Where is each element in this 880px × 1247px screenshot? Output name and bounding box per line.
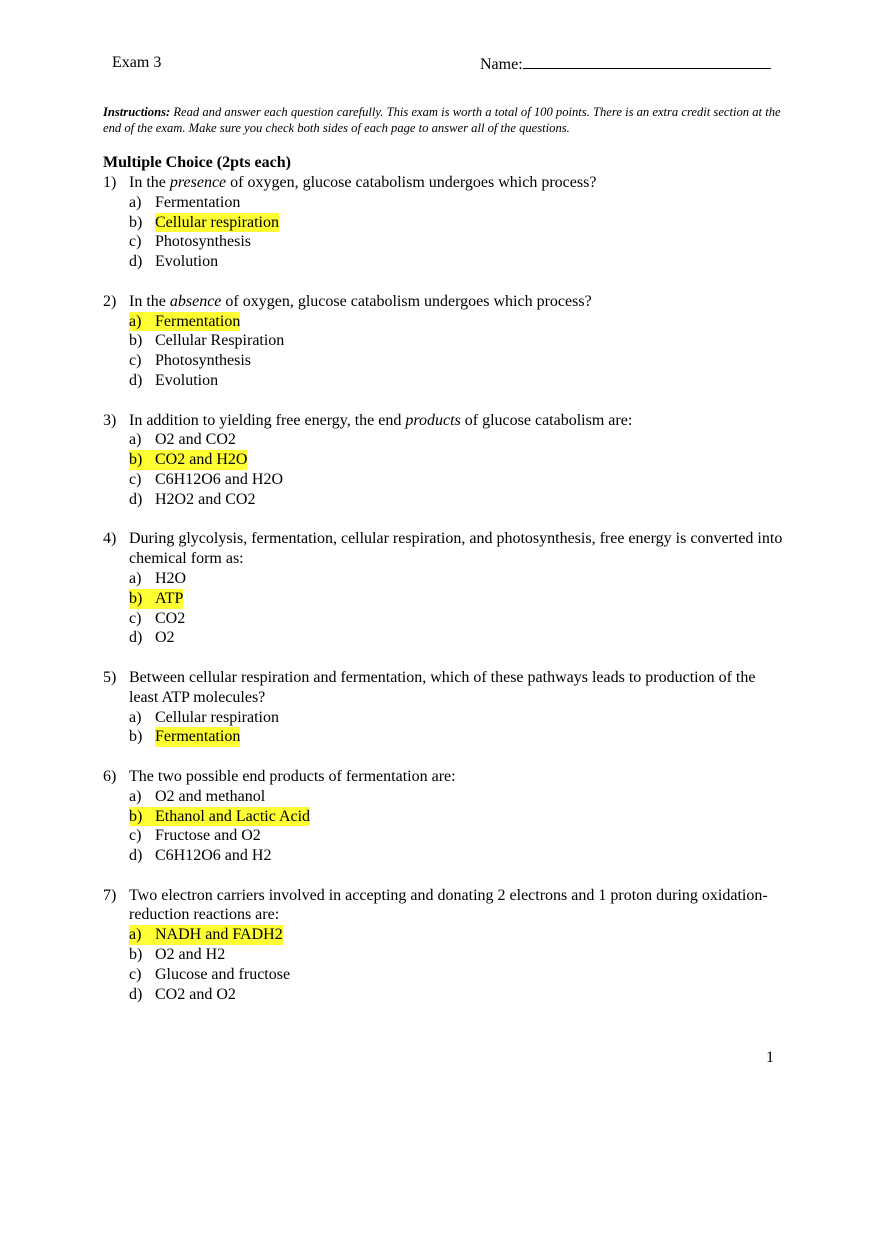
option-c: c) Glucose and fructose — [129, 965, 291, 983]
option-b: b) O2 and H2 — [129, 946, 226, 964]
option-a: a) O2 and CO2 — [129, 431, 236, 449]
question-text: In the presence of oxygen, glucose catabolism undergoes which process? — [129, 174, 597, 191]
question-4 — [103, 529, 783, 648]
name-label: Name: — [480, 56, 523, 73]
option-a-correct — [103, 312, 783, 332]
option-b-correct: b) Fermentation — [129, 728, 241, 746]
option-d: d) Evolution — [129, 253, 219, 271]
question-6 — [103, 767, 783, 866]
option-a: a) Cellular respiration — [129, 708, 279, 726]
option-a: a) O2 and methanol — [129, 787, 266, 805]
option-c: c) CO2 — [129, 609, 186, 627]
instructions — [103, 104, 783, 136]
highlighted-answer: b) ATP — [129, 589, 184, 607]
question-number: 5) — [103, 668, 117, 686]
option-a: a) H2O — [129, 569, 187, 587]
option-d: d) O2 — [129, 629, 175, 647]
question-7 — [103, 886, 783, 1005]
highlighted-answer: a) NADH and FADH2 — [129, 926, 283, 944]
question-text: In the absence of oxygen, glucose catabolism undergoes which process? — [129, 292, 592, 310]
option-d: d) H2O2 and CO2 — [129, 490, 256, 508]
question-number: 7) — [103, 886, 117, 904]
highlighted-answer: Cellular respiration — [155, 213, 279, 231]
option-d: d) CO2 and O2 — [129, 985, 236, 1003]
question-text: The two possible end products of fermentation are: — [129, 767, 456, 785]
question-3 — [103, 411, 783, 510]
exam-title: Exam 3 — [112, 54, 162, 71]
question-number: 4) — [103, 530, 117, 548]
option-b-correct — [103, 807, 783, 827]
section-title: Multiple Choice (2pts each) — [103, 154, 291, 171]
question-number: 6) — [103, 767, 117, 785]
option-c: c) C6H12O6 and H2O — [129, 470, 283, 488]
question-text: Two electron carriers involved in accepting and donating 2 electrons and 1 proton during oxidation-reduction reactions are: — [129, 886, 768, 924]
highlighted-answer: Fermentation — [155, 728, 241, 746]
option-b: b) Cellular Respiration — [129, 332, 285, 350]
instructions-text: Read and answer each question carefully. This exam is worth a total of 100 points. There is an extra credit section at the end of the exam. Make sure you check both sides of each page to answer all of the questions. — [103, 105, 781, 135]
question-5 — [103, 668, 783, 747]
question-number: 3) — [103, 411, 117, 429]
option-b-correct: b) Cellular respiration — [129, 213, 279, 231]
question-2 — [103, 292, 783, 391]
question-number: 1) — [103, 174, 117, 191]
option-d: d) C6H12O6 and H2 — [129, 847, 272, 865]
question-list — [103, 173, 783, 1024]
name-blank-line — [523, 54, 771, 69]
highlighted-answer: b) CO2 and H2O — [129, 451, 248, 469]
option-a: a) Fermentation — [129, 193, 241, 211]
option-d: d) Evolution — [129, 371, 219, 389]
option-c: c) Fructose and O2 — [129, 827, 261, 845]
option-c: c) Photosynthesis — [129, 352, 252, 370]
question-number: 2) — [103, 292, 117, 310]
question-text: In addition to yielding free energy, the end products of glucose catabolism are: — [129, 411, 633, 429]
page-number: 1 — [766, 1049, 774, 1066]
instructions-lead: Instructions: — [103, 105, 171, 119]
highlighted-answer: b) Ethanol and Lactic Acid — [129, 807, 311, 825]
option-a-correct — [103, 925, 783, 945]
option-b-correct — [103, 450, 783, 470]
question-text: Between cellular respiration and fermentation, which of these pathways leads to production of the least ATP molecules? — [129, 668, 756, 706]
option-b-correct — [103, 589, 783, 609]
name-field — [480, 54, 771, 74]
question-text: During glycolysis, fermentation, cellular respiration, and photosynthesis, free energy is converted into chemical form as: — [129, 530, 783, 568]
question-1 — [103, 173, 783, 272]
option-c: c) Photosynthesis — [129, 233, 252, 251]
highlighted-answer: a) Fermentation — [129, 312, 241, 330]
